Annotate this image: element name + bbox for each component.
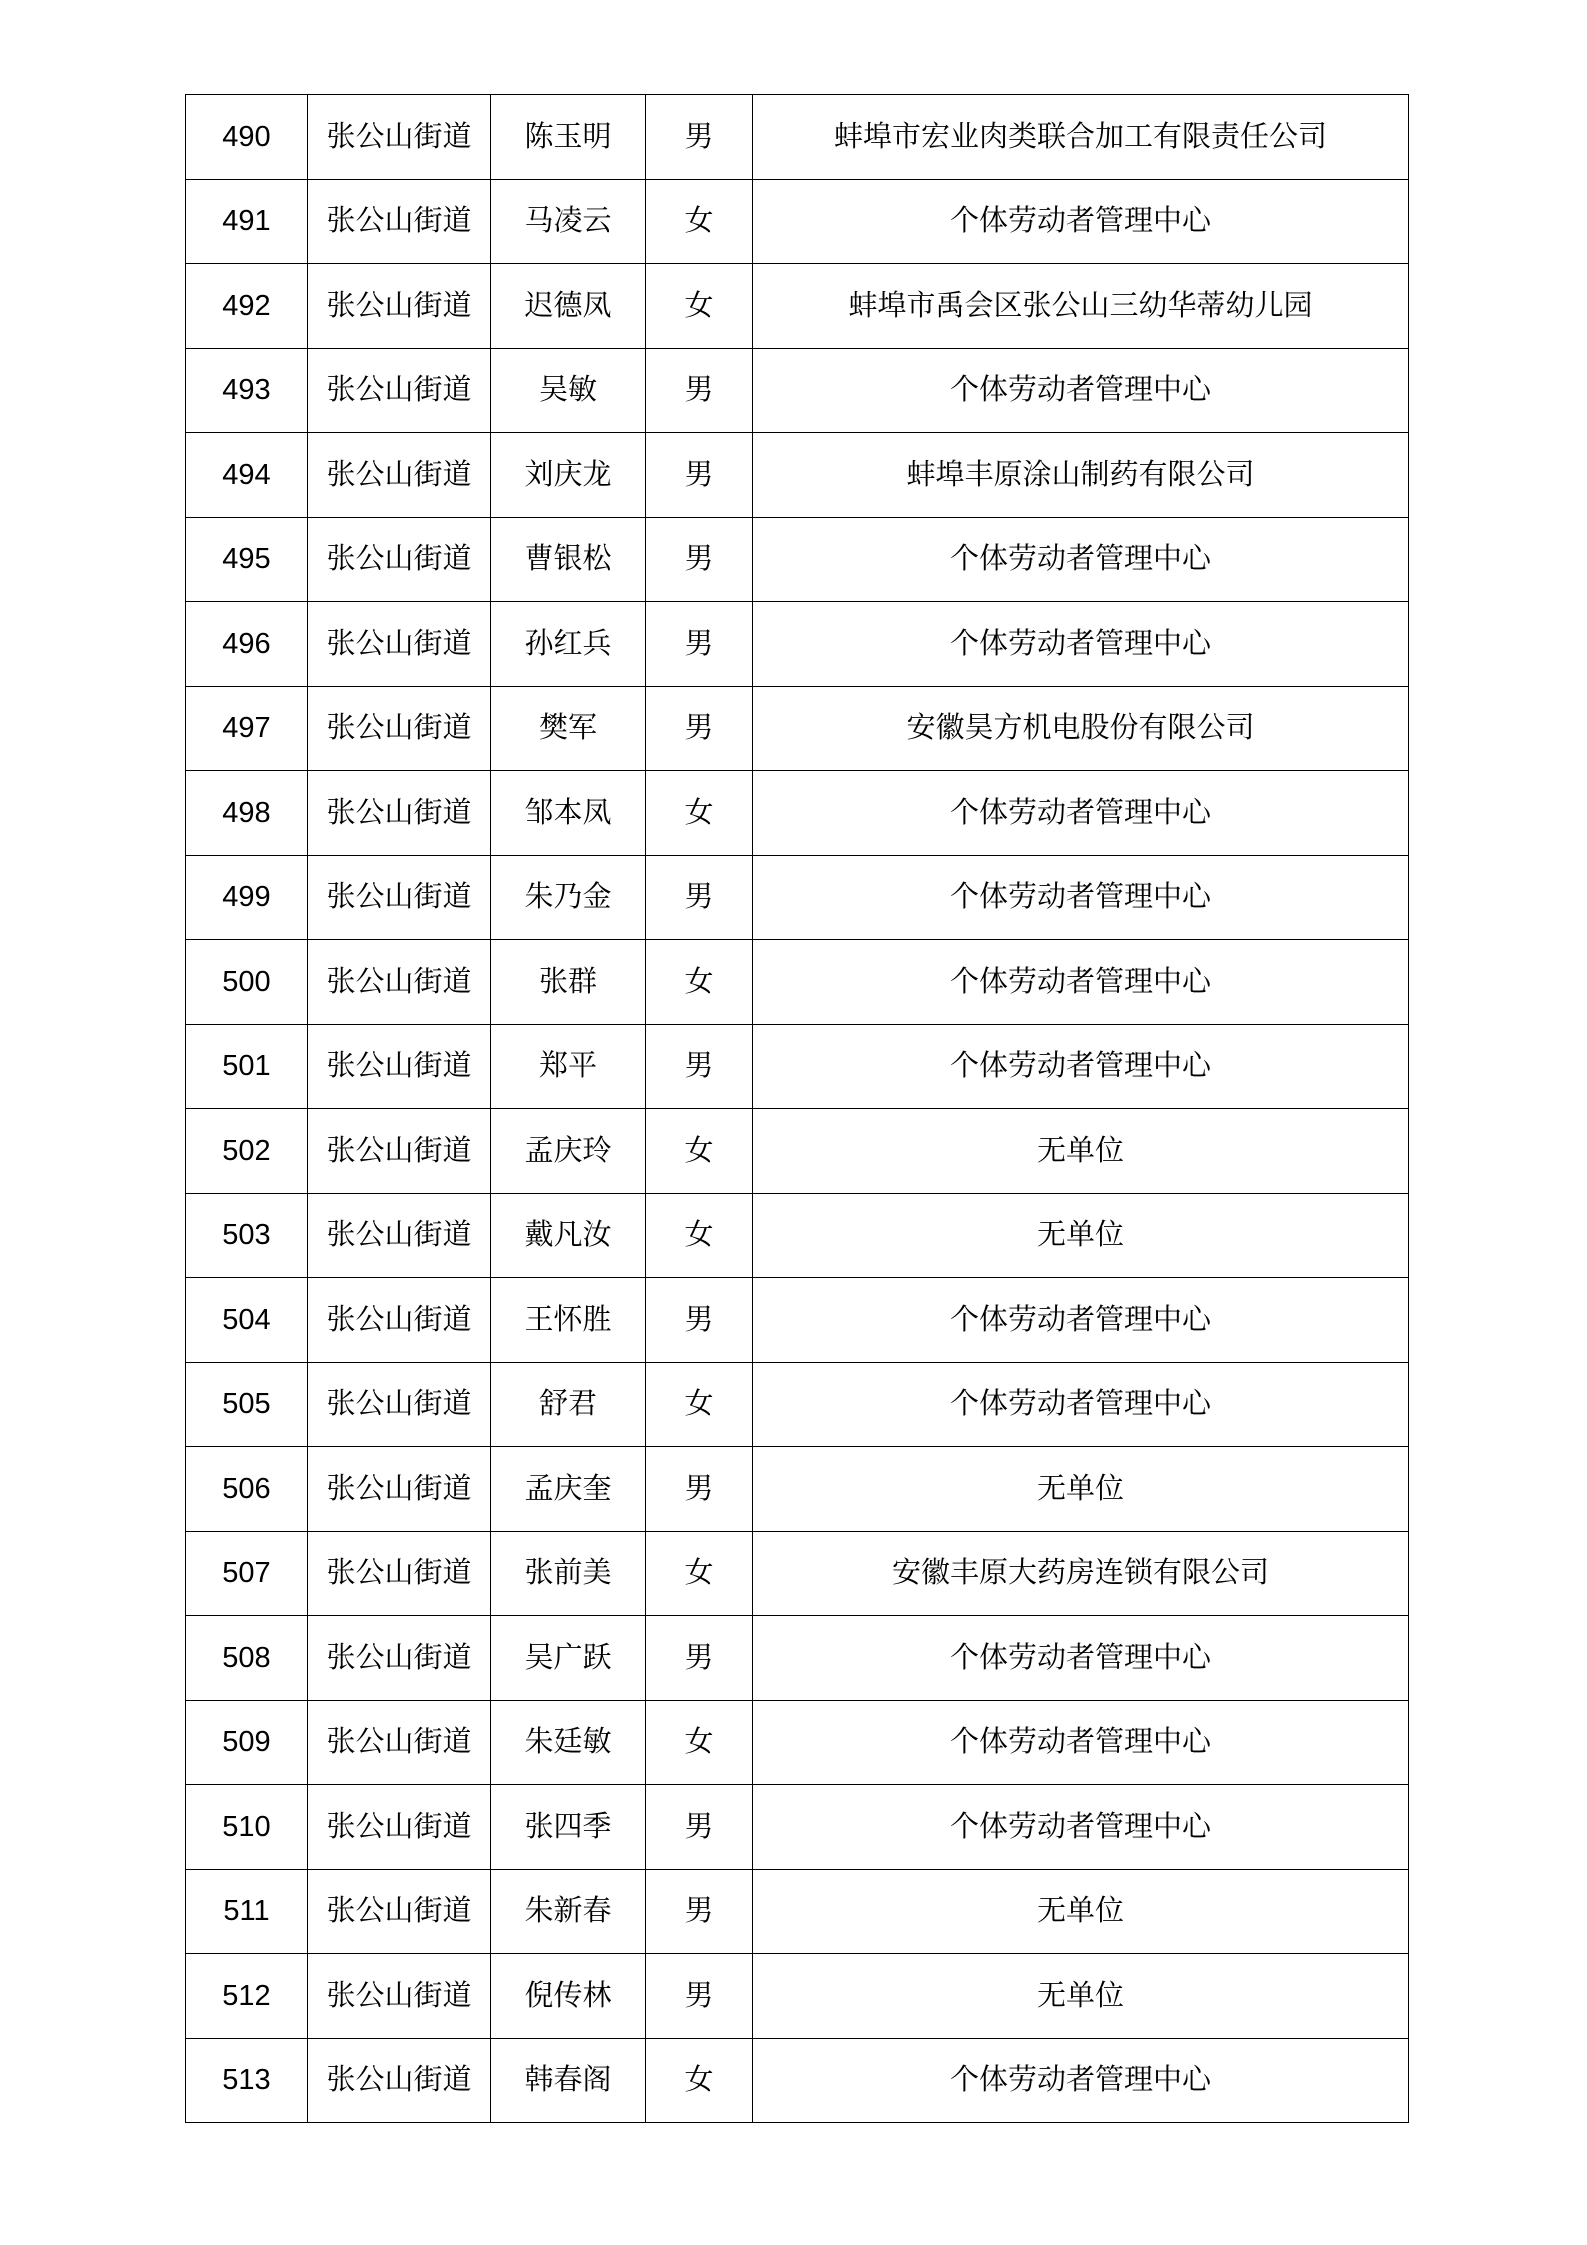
cell-employer: 安徽丰原大药房连锁有限公司 bbox=[753, 1531, 1409, 1616]
cell-name: 戴凡汝 bbox=[491, 1193, 646, 1278]
cell-gender: 男 bbox=[646, 855, 753, 940]
cell-no: 496 bbox=[186, 602, 308, 687]
cell-employer: 个体劳动者管理中心 bbox=[753, 179, 1409, 264]
cell-employer: 无单位 bbox=[753, 1447, 1409, 1532]
cell-employer: 无单位 bbox=[753, 1109, 1409, 1194]
cell-gender: 男 bbox=[646, 1447, 753, 1532]
cell-street: 张公山街道 bbox=[308, 771, 491, 856]
cell-gender: 女 bbox=[646, 1700, 753, 1785]
cell-gender: 男 bbox=[646, 1024, 753, 1109]
cell-employer: 安徽昊方机电股份有限公司 bbox=[753, 686, 1409, 771]
cell-no: 501 bbox=[186, 1024, 308, 1109]
cell-no: 499 bbox=[186, 855, 308, 940]
cell-street: 张公山街道 bbox=[308, 2038, 491, 2123]
table-row bbox=[186, 855, 1409, 940]
cell-street: 张公山街道 bbox=[308, 686, 491, 771]
table-row bbox=[186, 264, 1409, 349]
cell-no: 512 bbox=[186, 1954, 308, 2039]
cell-no: 505 bbox=[186, 1362, 308, 1447]
cell-no: 495 bbox=[186, 517, 308, 602]
cell-no: 493 bbox=[186, 348, 308, 433]
table-row bbox=[186, 2038, 1409, 2123]
cell-employer: 个体劳动者管理中心 bbox=[753, 1700, 1409, 1785]
cell-gender: 女 bbox=[646, 2038, 753, 2123]
cell-street: 张公山街道 bbox=[308, 1954, 491, 2039]
table-row bbox=[186, 1954, 1409, 2039]
table-row bbox=[186, 1531, 1409, 1616]
cell-gender: 男 bbox=[646, 1954, 753, 2039]
cell-name: 樊军 bbox=[491, 686, 646, 771]
cell-street: 张公山街道 bbox=[308, 1362, 491, 1447]
cell-no: 510 bbox=[186, 1785, 308, 1870]
cell-name: 舒君 bbox=[491, 1362, 646, 1447]
cell-no: 490 bbox=[186, 95, 308, 180]
roster-table bbox=[185, 94, 1409, 2123]
cell-employer: 个体劳动者管理中心 bbox=[753, 1278, 1409, 1363]
cell-no: 492 bbox=[186, 264, 308, 349]
cell-gender: 男 bbox=[646, 602, 753, 687]
cell-no: 502 bbox=[186, 1109, 308, 1194]
cell-employer: 个体劳动者管理中心 bbox=[753, 2038, 1409, 2123]
cell-street: 张公山街道 bbox=[308, 1193, 491, 1278]
table-row bbox=[186, 686, 1409, 771]
cell-no: 509 bbox=[186, 1700, 308, 1785]
cell-name: 邹本凤 bbox=[491, 771, 646, 856]
cell-employer: 无单位 bbox=[753, 1954, 1409, 2039]
cell-gender: 女 bbox=[646, 179, 753, 264]
cell-employer: 蚌埠市禹会区张公山三幼华蒂幼儿园 bbox=[753, 264, 1409, 349]
cell-name: 吴广跃 bbox=[491, 1616, 646, 1701]
cell-employer: 个体劳动者管理中心 bbox=[753, 940, 1409, 1025]
cell-employer: 无单位 bbox=[753, 1869, 1409, 1954]
cell-no: 504 bbox=[186, 1278, 308, 1363]
cell-street: 张公山街道 bbox=[308, 1447, 491, 1532]
cell-street: 张公山街道 bbox=[308, 348, 491, 433]
table-row bbox=[186, 348, 1409, 433]
cell-gender: 男 bbox=[646, 686, 753, 771]
table-row bbox=[186, 95, 1409, 180]
cell-street: 张公山街道 bbox=[308, 855, 491, 940]
cell-gender: 男 bbox=[646, 433, 753, 518]
cell-name: 张四季 bbox=[491, 1785, 646, 1870]
cell-name: 朱乃金 bbox=[491, 855, 646, 940]
cell-gender: 女 bbox=[646, 1109, 753, 1194]
cell-street: 张公山街道 bbox=[308, 1278, 491, 1363]
cell-street: 张公山街道 bbox=[308, 95, 491, 180]
cell-employer: 个体劳动者管理中心 bbox=[753, 1362, 1409, 1447]
cell-name: 王怀胜 bbox=[491, 1278, 646, 1363]
cell-no: 511 bbox=[186, 1869, 308, 1954]
table-row bbox=[186, 940, 1409, 1025]
cell-gender: 女 bbox=[646, 771, 753, 856]
table-row bbox=[186, 517, 1409, 602]
table-row bbox=[186, 1109, 1409, 1194]
cell-no: 508 bbox=[186, 1616, 308, 1701]
cell-name: 陈玉明 bbox=[491, 95, 646, 180]
cell-street: 张公山街道 bbox=[308, 264, 491, 349]
table-row bbox=[186, 1616, 1409, 1701]
cell-gender: 男 bbox=[646, 517, 753, 602]
cell-gender: 男 bbox=[646, 1616, 753, 1701]
cell-name: 郑平 bbox=[491, 1024, 646, 1109]
cell-employer: 个体劳动者管理中心 bbox=[753, 855, 1409, 940]
cell-employer: 个体劳动者管理中心 bbox=[753, 1785, 1409, 1870]
cell-no: 506 bbox=[186, 1447, 308, 1532]
cell-name: 吴敏 bbox=[491, 348, 646, 433]
cell-gender: 女 bbox=[646, 264, 753, 349]
table-row bbox=[186, 1362, 1409, 1447]
cell-employer: 个体劳动者管理中心 bbox=[753, 602, 1409, 687]
cell-street: 张公山街道 bbox=[308, 1024, 491, 1109]
cell-no: 513 bbox=[186, 2038, 308, 2123]
cell-name: 迟德凤 bbox=[491, 264, 646, 349]
cell-gender: 男 bbox=[646, 1869, 753, 1954]
cell-name: 曹银松 bbox=[491, 517, 646, 602]
cell-gender: 女 bbox=[646, 1531, 753, 1616]
cell-name: 朱新春 bbox=[491, 1869, 646, 1954]
cell-no: 491 bbox=[186, 179, 308, 264]
cell-name: 张前美 bbox=[491, 1531, 646, 1616]
cell-street: 张公山街道 bbox=[308, 1869, 491, 1954]
cell-name: 马凌云 bbox=[491, 179, 646, 264]
cell-street: 张公山街道 bbox=[308, 433, 491, 518]
cell-street: 张公山街道 bbox=[308, 602, 491, 687]
cell-street: 张公山街道 bbox=[308, 1616, 491, 1701]
cell-employer: 个体劳动者管理中心 bbox=[753, 517, 1409, 602]
cell-name: 朱廷敏 bbox=[491, 1700, 646, 1785]
table-row bbox=[186, 1869, 1409, 1954]
table-row bbox=[186, 1193, 1409, 1278]
cell-gender: 女 bbox=[646, 1193, 753, 1278]
table-row bbox=[186, 1700, 1409, 1785]
cell-no: 497 bbox=[186, 686, 308, 771]
cell-street: 张公山街道 bbox=[308, 1785, 491, 1870]
cell-name: 张群 bbox=[491, 940, 646, 1025]
cell-no: 500 bbox=[186, 940, 308, 1025]
table-row bbox=[186, 771, 1409, 856]
cell-employer: 无单位 bbox=[753, 1193, 1409, 1278]
cell-gender: 男 bbox=[646, 95, 753, 180]
cell-no: 503 bbox=[186, 1193, 308, 1278]
cell-gender: 男 bbox=[646, 348, 753, 433]
cell-no: 498 bbox=[186, 771, 308, 856]
cell-gender: 男 bbox=[646, 1278, 753, 1363]
cell-street: 张公山街道 bbox=[308, 940, 491, 1025]
cell-name: 孟庆奎 bbox=[491, 1447, 646, 1532]
cell-no: 494 bbox=[186, 433, 308, 518]
roster-body bbox=[186, 95, 1409, 2123]
table-row bbox=[186, 433, 1409, 518]
table-row bbox=[186, 602, 1409, 687]
cell-employer: 个体劳动者管理中心 bbox=[753, 348, 1409, 433]
cell-name: 孙红兵 bbox=[491, 602, 646, 687]
cell-gender: 男 bbox=[646, 1785, 753, 1870]
cell-street: 张公山街道 bbox=[308, 1109, 491, 1194]
cell-employer: 个体劳动者管理中心 bbox=[753, 771, 1409, 856]
cell-gender: 女 bbox=[646, 940, 753, 1025]
cell-street: 张公山街道 bbox=[308, 1700, 491, 1785]
cell-employer: 个体劳动者管理中心 bbox=[753, 1616, 1409, 1701]
table-row bbox=[186, 1278, 1409, 1363]
cell-name: 韩春阁 bbox=[491, 2038, 646, 2123]
table-row bbox=[186, 1447, 1409, 1532]
cell-employer: 蚌埠市宏业肉类联合加工有限责任公司 bbox=[753, 95, 1409, 180]
cell-name: 刘庆龙 bbox=[491, 433, 646, 518]
table-row bbox=[186, 1785, 1409, 1870]
cell-street: 张公山街道 bbox=[308, 179, 491, 264]
cell-name: 孟庆玲 bbox=[491, 1109, 646, 1194]
cell-street: 张公山街道 bbox=[308, 517, 491, 602]
cell-name: 倪传林 bbox=[491, 1954, 646, 2039]
table-row bbox=[186, 1024, 1409, 1109]
cell-employer: 个体劳动者管理中心 bbox=[753, 1024, 1409, 1109]
cell-street: 张公山街道 bbox=[308, 1531, 491, 1616]
cell-no: 507 bbox=[186, 1531, 308, 1616]
table-row bbox=[186, 179, 1409, 264]
cell-gender: 女 bbox=[646, 1362, 753, 1447]
cell-employer: 蚌埠丰原涂山制药有限公司 bbox=[753, 433, 1409, 518]
